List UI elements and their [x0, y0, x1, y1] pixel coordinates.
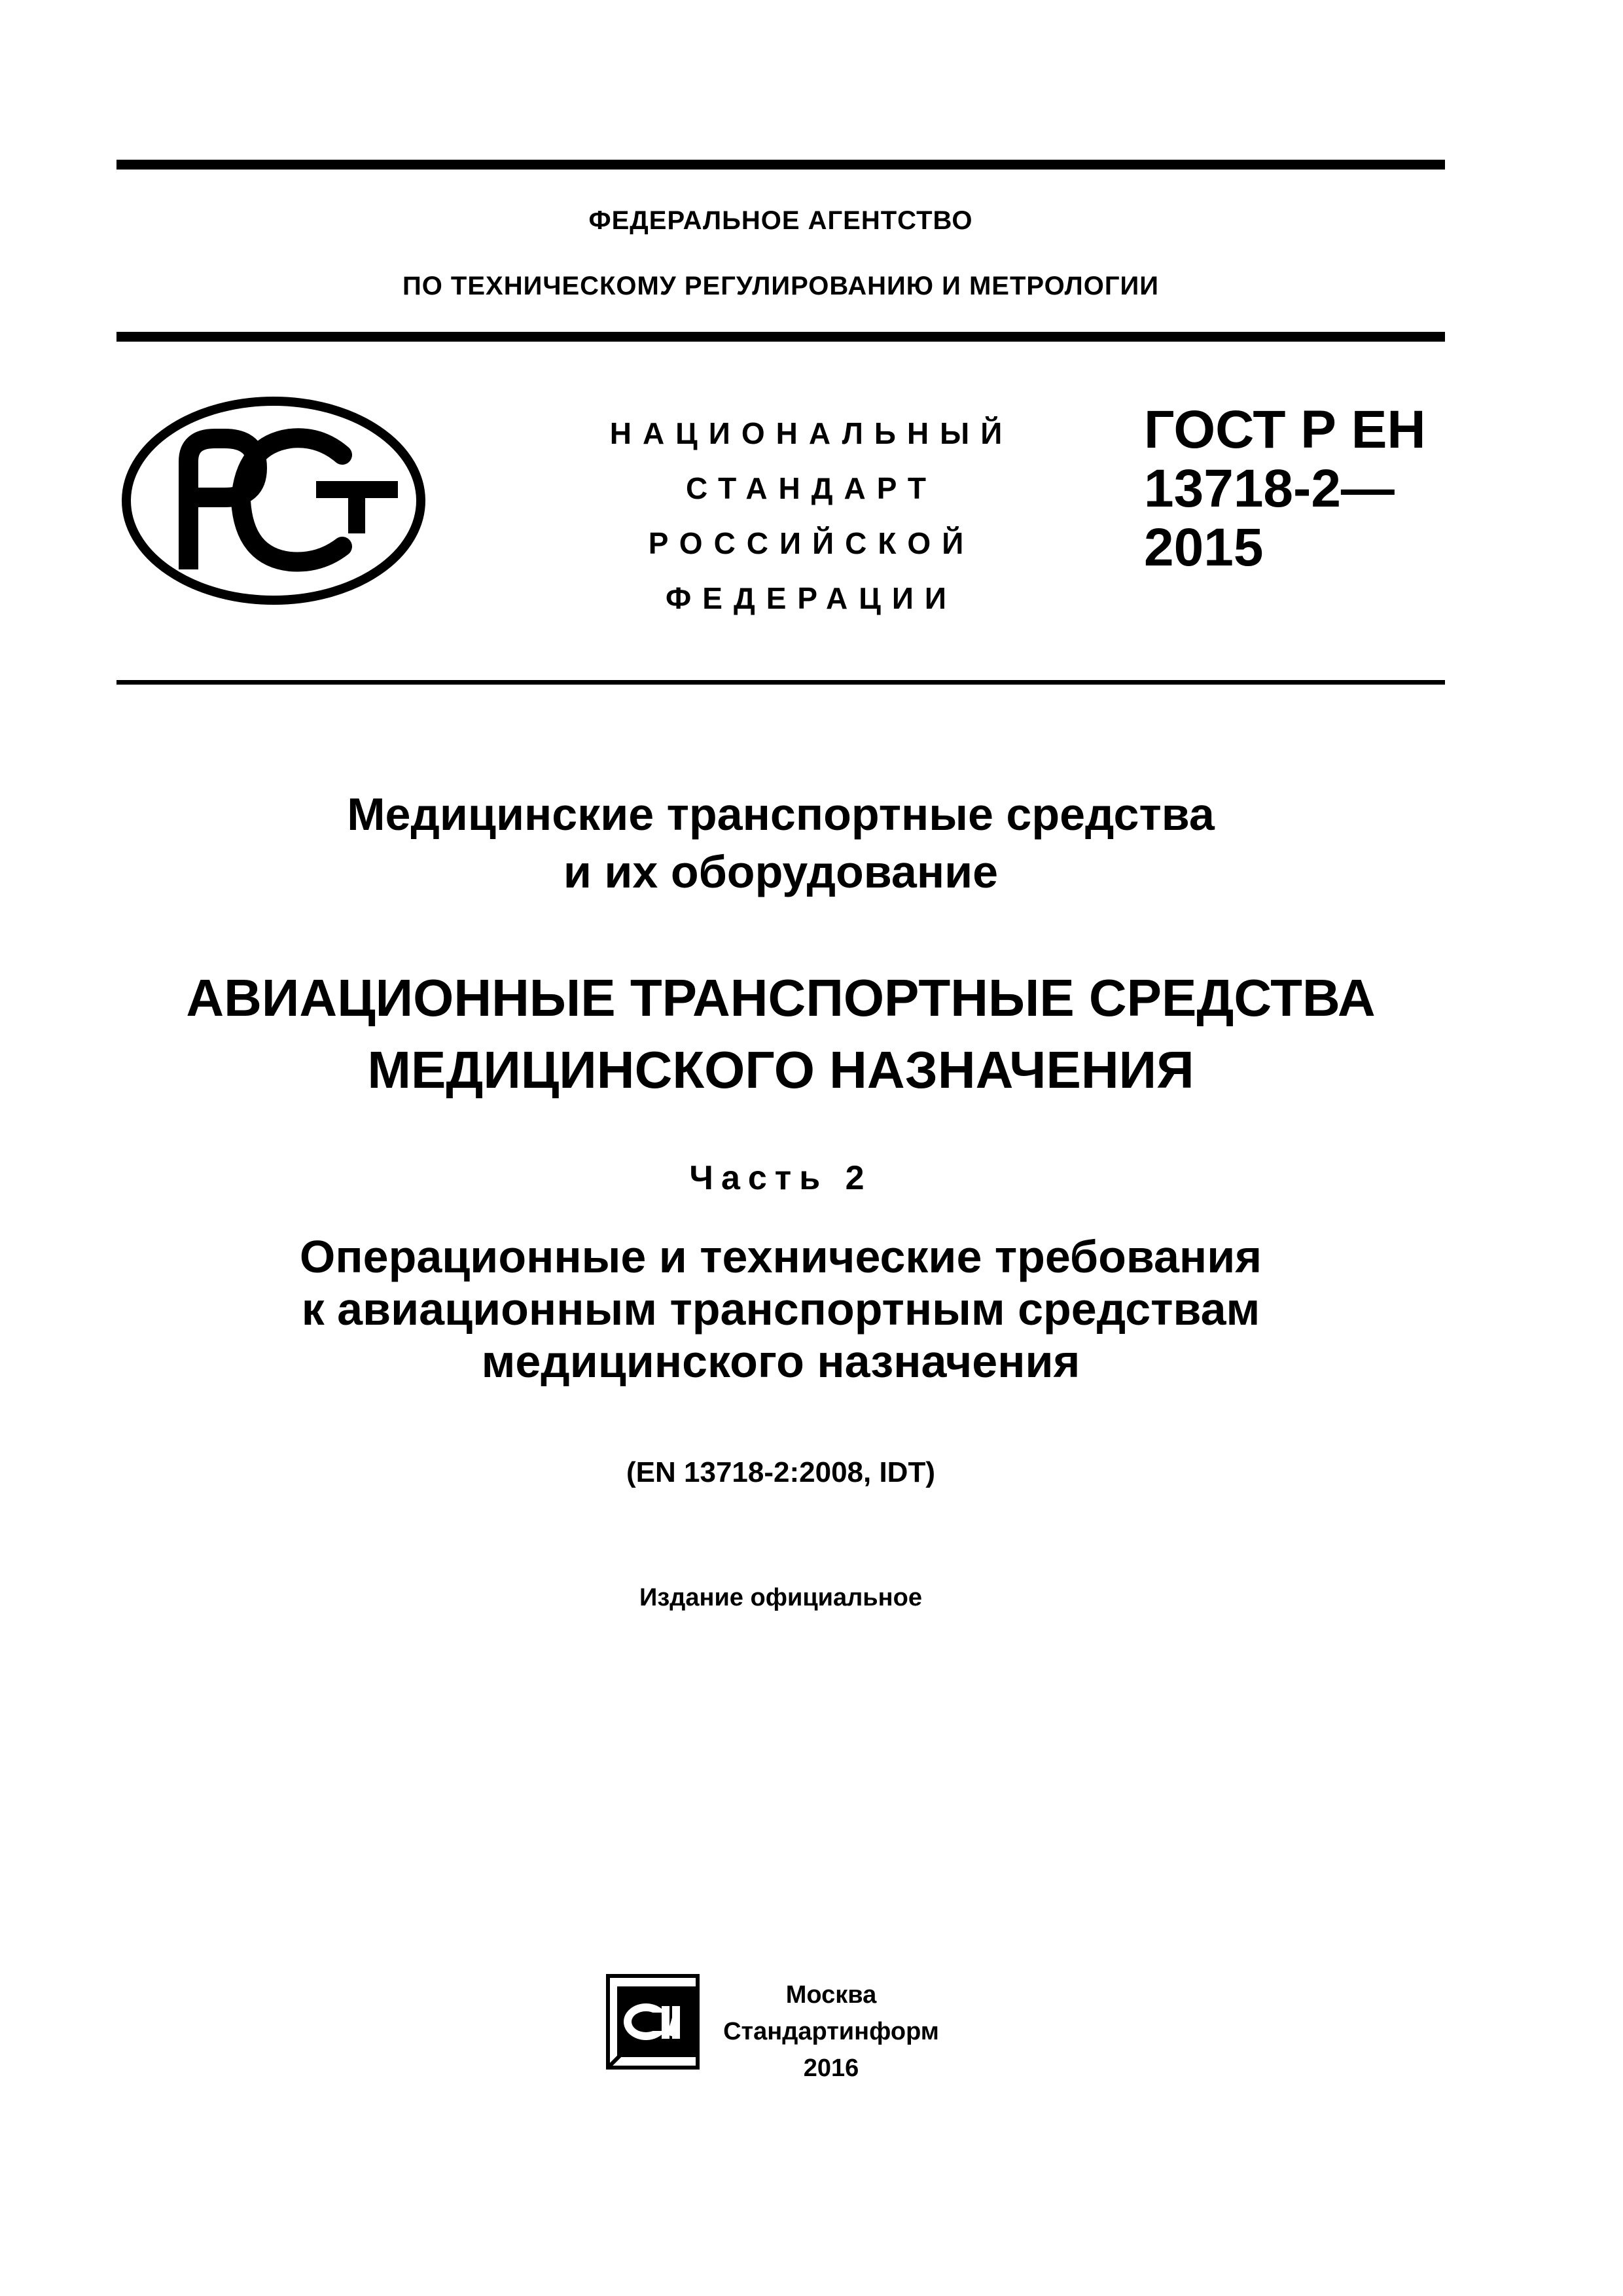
header-divider: [116, 332, 1445, 342]
national-standard-line: ФЕДЕРАЦИИ: [666, 581, 957, 615]
subtitle-line: и их оборудование: [563, 846, 999, 897]
standartinform-logo-icon: [605, 1973, 700, 2070]
national-standard-line: РОССИЙСКОЙ: [648, 526, 975, 560]
part-title-line: Операционные и технические требования: [299, 1231, 1262, 1282]
part-title: [116, 1230, 1445, 1388]
designation-line: ГОСТ Р ЕН: [1144, 400, 1426, 459]
national-standard-label: [582, 406, 1041, 626]
part-title-line: медицинского назначения: [481, 1336, 1080, 1387]
top-divider: [116, 160, 1445, 170]
national-standard-line: НАЦИОНАЛЬНЫЙ: [609, 416, 1014, 450]
main-title-line: МЕДИЦИНСКОГО НАЗНАЧЕНИЯ: [367, 1041, 1194, 1099]
standard-designation: [1144, 401, 1445, 577]
title-divider: [116, 680, 1445, 685]
publisher-info: [713, 1977, 949, 2087]
document-subtitle: [116, 785, 1445, 901]
publisher-name: Стандартинформ: [723, 2018, 939, 2045]
edition-note: Издание официальное: [639, 1584, 922, 1611]
rst-emblem-svg: [116, 393, 431, 609]
document-main-title: [116, 962, 1445, 1106]
designation-line: 2015: [1144, 518, 1264, 577]
main-title-line: АВИАЦИОННЫЕ ТРАНСПОРТНЫЕ СРЕДСТВА: [186, 969, 1376, 1027]
publication-year: 2016: [803, 2054, 859, 2082]
part-label: Часть 2: [689, 1159, 872, 1197]
designation-line: 13718-2—: [1144, 459, 1395, 518]
part-title-line: к авиационным транспортным средствам: [301, 1283, 1260, 1335]
national-standard-line: СТАНДАРТ: [686, 471, 937, 505]
rst-emblem-icon: [116, 393, 431, 609]
agency-name-line-1: ФЕДЕРАЛЬНОЕ АГЕНТСТВО: [588, 206, 973, 235]
publisher-city: Москва: [785, 1981, 877, 2009]
publisher-logo-svg: [605, 1973, 700, 2070]
subtitle-line: Медицинские транспортные средства: [347, 789, 1215, 840]
agency-name-line-2: ПО ТЕХНИЧЕСКОМУ РЕГУЛИРОВАНИЮ И МЕТРОЛОГИИ: [402, 272, 1160, 300]
en-reference: (EN 13718-2:2008, IDT): [626, 1456, 935, 1488]
